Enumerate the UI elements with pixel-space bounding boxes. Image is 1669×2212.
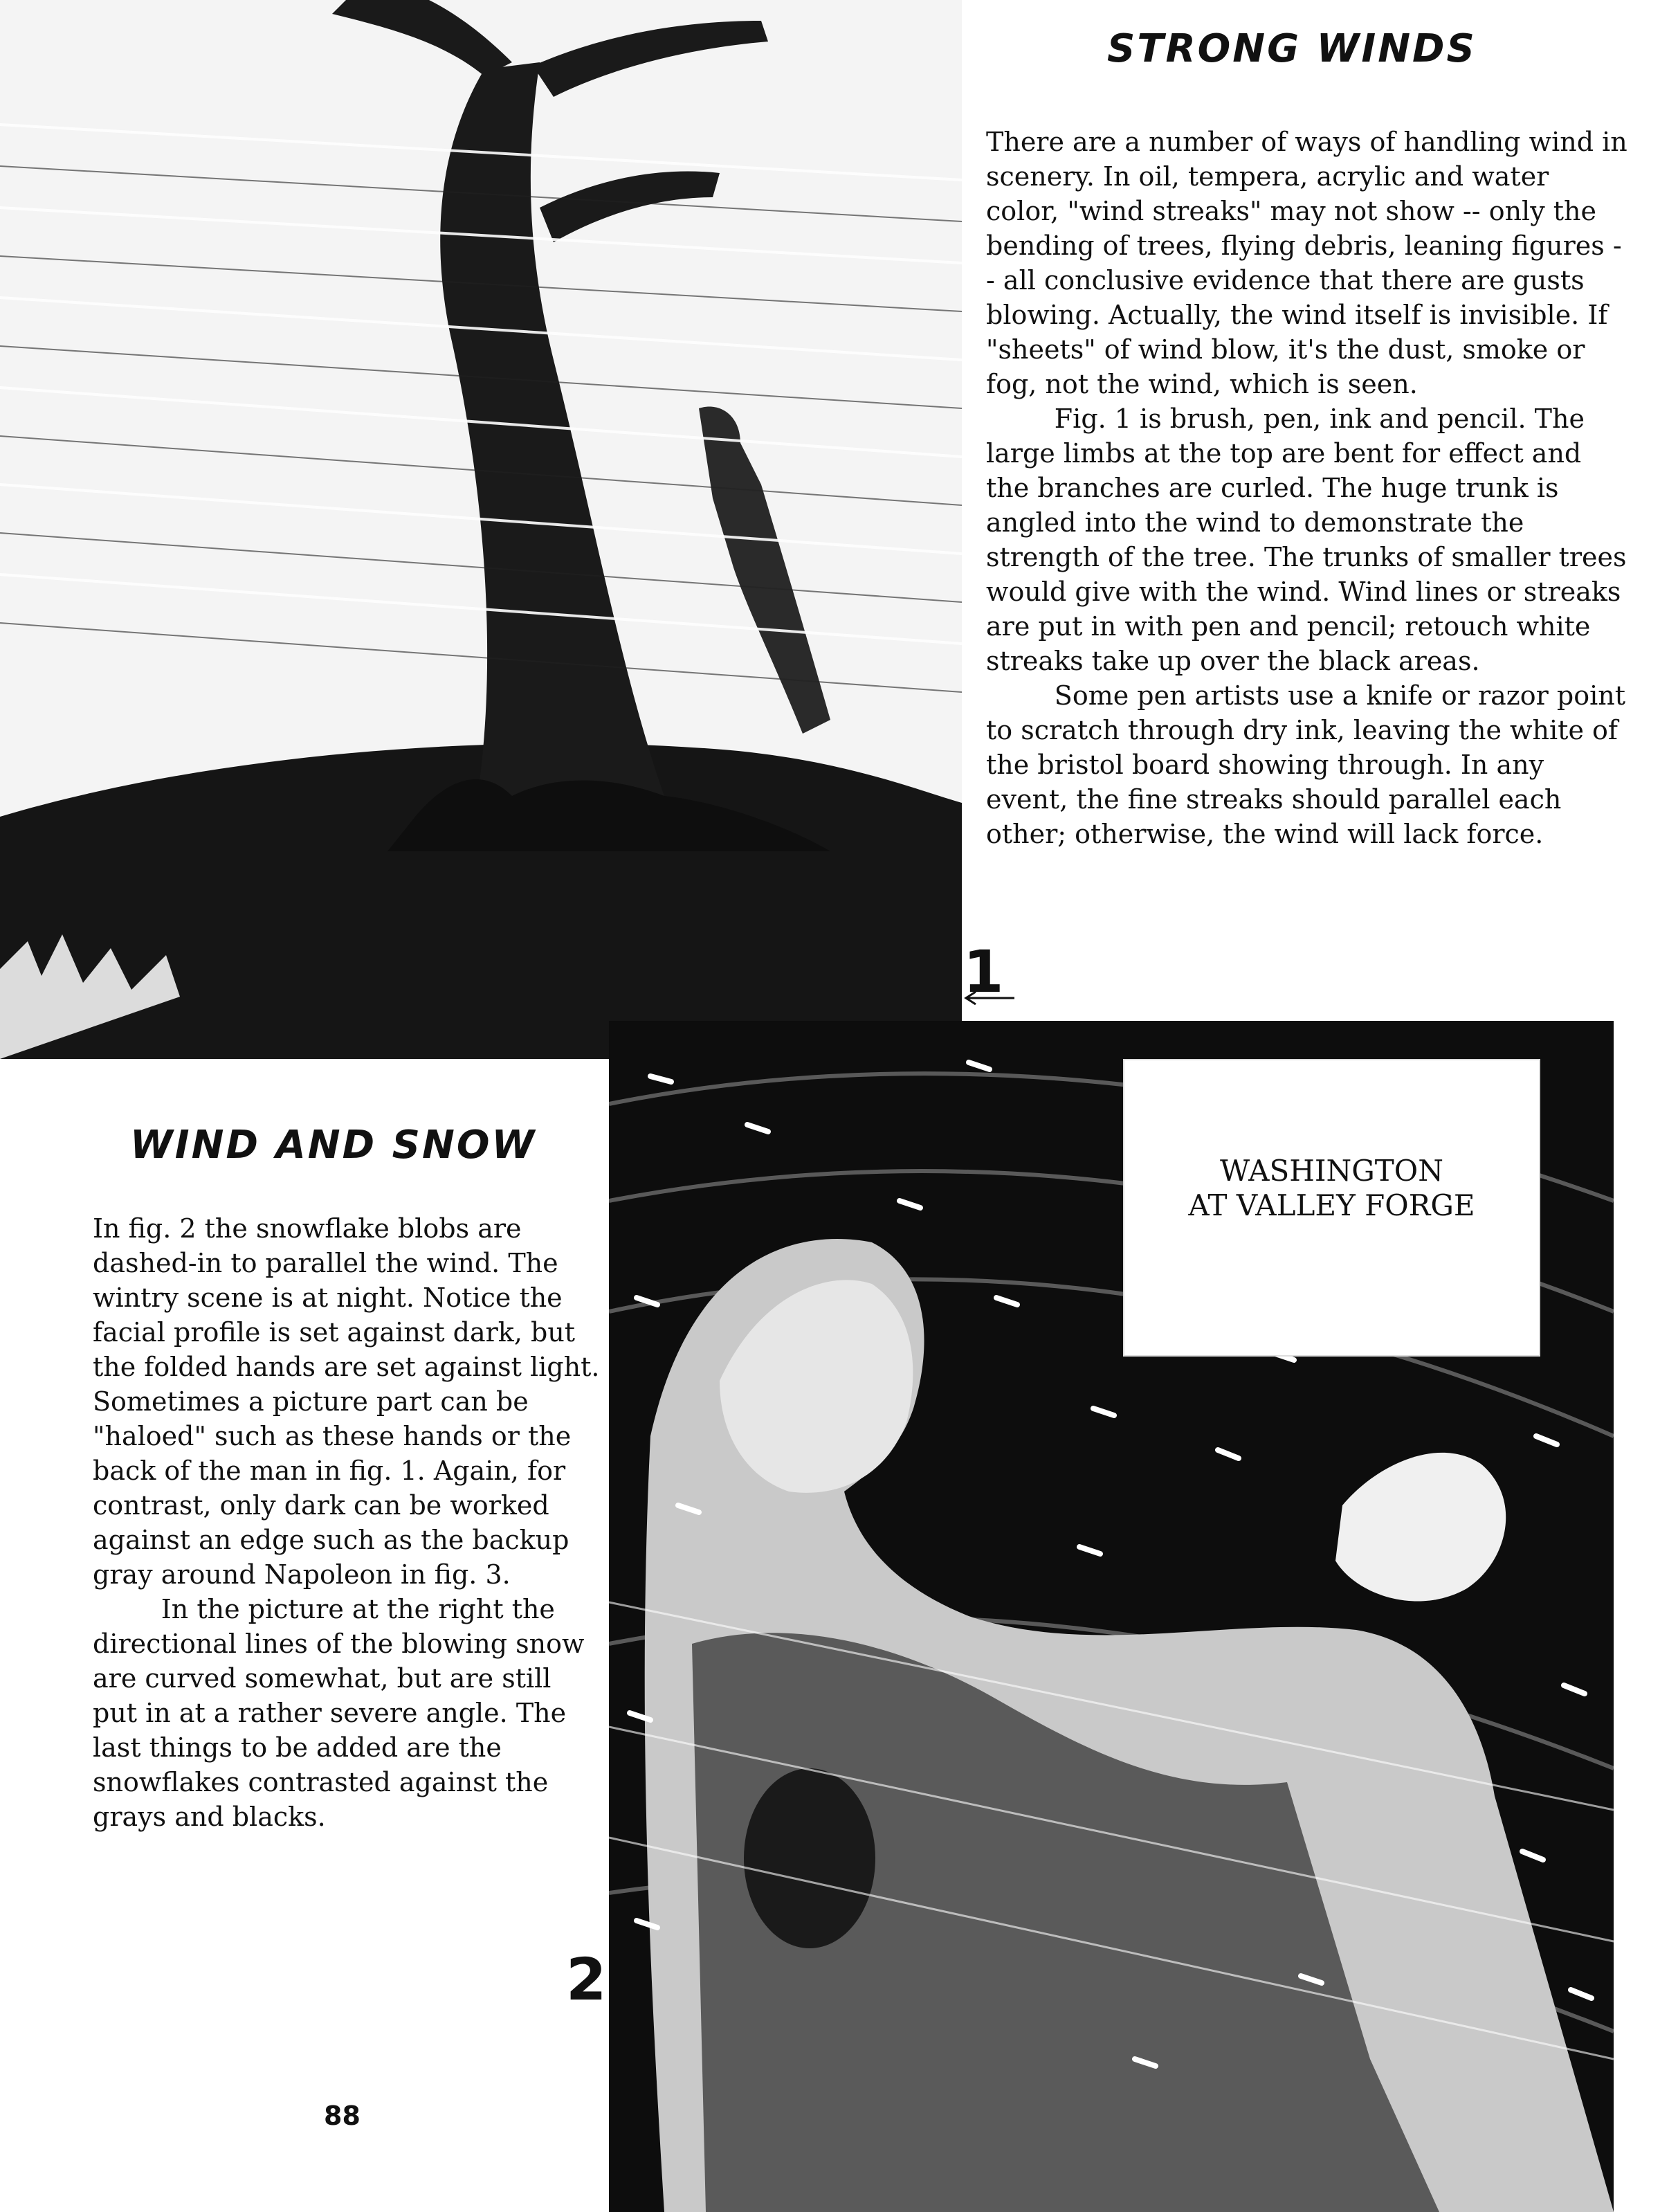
wind-and-snow-paragraph-1: In fig. 2 the snowflake blobs are dashed-in to parallel the wind. The wintry scene is at night. Notice the facial profile is set against dark, but the folded hands are set against light. Sometimes a picture part can be "haloed" such as these hands or the back of the man in fig. 1. Again, for contrast, only dark can be worked against an edge such as the backup gray around Napoleon in fig. 3. — [93, 1213, 600, 1590]
strong-winds-text — [986, 125, 1630, 851]
strong-winds-paragraph-3: Some pen artists use a knife or razor point to scratch through dry ink, leaving the white of the bristol board showing through. In any event, the fine streaks should parallel each other; otherwise, the wind will lack force. — [986, 680, 1626, 849]
strong-winds-paragraph-2: Fig. 1 is brush, pen, ink and pencil. The large limbs at the top are bent for effect and the branches are curled. The huge trunk is angled into the wind to demonstrate the strength of the tree. The trunks of smaller trees would give with the wind. Wind lines or streaks are put in with pen and pencil; retouch white streaks take up over the black areas. — [986, 404, 1627, 676]
figure-1-tree-illustration — [0, 0, 962, 1059]
wind-and-snow-paragraph-2: In the picture at the right the directional lines of the blowing snow are curved somewhat, but are still put in at a rather severe angle. The last things to be added are the snowflakes contrasted against the grays and blacks. — [93, 1594, 585, 1832]
arrow-left-icon — [962, 990, 1017, 1006]
page-number: 88 — [324, 2101, 361, 2131]
figure-2-caption-box — [1123, 1059, 1540, 1357]
wind-and-snow-heading: WIND AND SNOW — [130, 1123, 537, 1168]
strong-winds-heading: STRONG WINDS — [1107, 26, 1477, 71]
figure-2-number: 2 — [566, 1946, 607, 2013]
tree-in-wind-artwork — [0, 0, 962, 1059]
strong-winds-paragraph-1: There are a number of ways of handling wind in scenery. In oil, tempera, acrylic and water color, "wind streaks" may not show -- only the bending of trees, flying debris, leaning figures -- all conclusive evidence that there are gusts blowing. Actually, the wind itself is invisible. If "sheets" of wind blow, it's the dust, smoke or fog, not the wind, which is seen. — [986, 127, 1627, 399]
wind-and-snow-text — [93, 1211, 601, 1834]
figure-2-caption: WASHINGTON AT VALLEY FORGE — [1188, 1154, 1475, 1222]
figure-1-number: 1 — [963, 938, 1004, 1006]
